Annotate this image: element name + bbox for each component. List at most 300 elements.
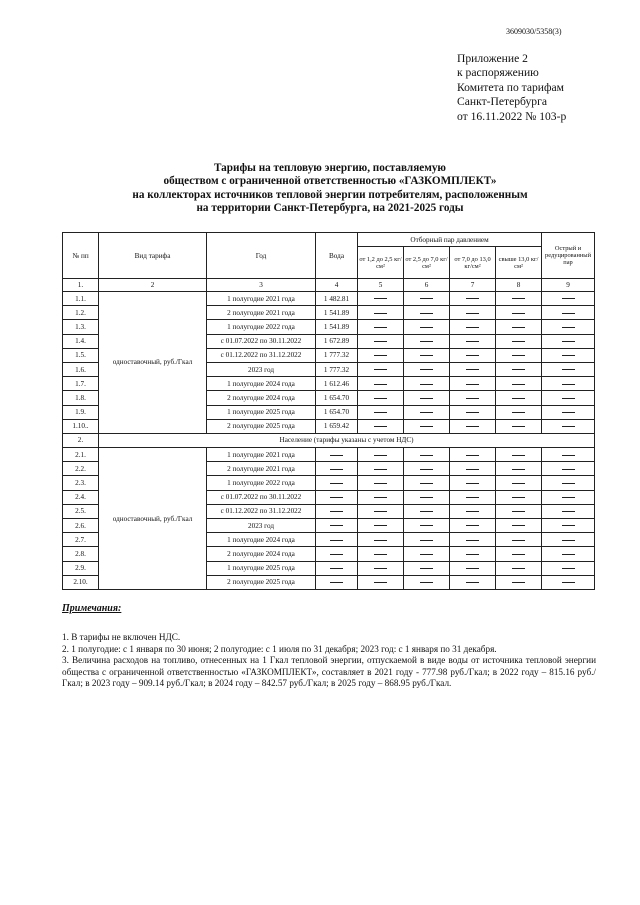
empty-value-cell (316, 490, 358, 504)
col-number: 5 (358, 279, 404, 292)
dash-mark (466, 298, 479, 299)
empty-value-cell (404, 320, 450, 334)
empty-value-cell (450, 334, 496, 348)
dash-mark (512, 455, 525, 456)
dash-mark (330, 554, 343, 555)
empty-value-cell (404, 292, 450, 306)
period-cell: 1 полугодие 2022 года (207, 476, 316, 490)
annex-line: к распоряжению (457, 66, 539, 80)
period-cell: 2 полугодие 2021 года (207, 306, 316, 320)
dash-mark (420, 412, 433, 413)
empty-value-cell (496, 547, 542, 561)
dash-mark (374, 511, 387, 512)
dash-mark (420, 455, 433, 456)
dash-mark (420, 398, 433, 399)
dash-mark (466, 568, 479, 569)
empty-value-cell (404, 547, 450, 561)
empty-value-cell (404, 334, 450, 348)
empty-value-cell (316, 533, 358, 547)
empty-value-cell (358, 490, 404, 504)
dash-mark (374, 540, 387, 541)
header-steam-col: от 2,5 до 7,0 кг/см² (404, 247, 450, 279)
empty-value-cell (358, 419, 404, 433)
empty-value-cell (316, 448, 358, 462)
header-type: Вид тарифа (99, 233, 207, 279)
empty-value-cell (358, 448, 404, 462)
empty-value-cell (542, 575, 595, 589)
empty-value-cell (358, 320, 404, 334)
period-cell: 2 полугодие 2024 года (207, 391, 316, 405)
dash-mark (562, 497, 575, 498)
empty-value-cell (496, 320, 542, 334)
empty-value-cell (496, 519, 542, 533)
empty-value-cell (450, 504, 496, 518)
water-value: 1 672.89 (316, 334, 358, 348)
empty-value-cell (404, 306, 450, 320)
empty-value-cell (358, 362, 404, 376)
dash-mark (330, 483, 343, 484)
dash-mark (330, 469, 343, 470)
empty-value-cell (496, 292, 542, 306)
water-value: 1 654.70 (316, 405, 358, 419)
empty-value-cell (404, 519, 450, 533)
empty-value-cell (450, 476, 496, 490)
dash-mark (562, 582, 575, 583)
empty-value-cell (316, 462, 358, 476)
period-cell: 1 полугодие 2024 года (207, 377, 316, 391)
empty-value-cell (542, 561, 595, 575)
dash-mark (374, 554, 387, 555)
row-number: 1.2. (63, 306, 99, 320)
empty-value-cell (496, 306, 542, 320)
period-cell: 1 полугодие 2025 года (207, 405, 316, 419)
period-cell: 2 полугодие 2025 года (207, 419, 316, 433)
period-cell: 1 полугодие 2025 года (207, 561, 316, 575)
annex-line: Приложение 2 (457, 52, 528, 65)
annex-line: Санкт-Петербурга (457, 95, 547, 109)
dash-mark (562, 540, 575, 541)
dash-mark (420, 426, 433, 427)
annex-block (457, 52, 566, 124)
period-cell: с 01.12.2022 по 31.12.2022 (207, 504, 316, 518)
dash-mark (562, 369, 575, 370)
dash-mark (562, 525, 575, 526)
empty-value-cell (496, 391, 542, 405)
empty-value-cell (542, 490, 595, 504)
empty-value-cell (450, 533, 496, 547)
empty-value-cell (496, 334, 542, 348)
dash-mark (420, 341, 433, 342)
dash-mark (512, 412, 525, 413)
empty-value-cell (542, 320, 595, 334)
empty-value-cell (542, 362, 595, 376)
empty-value-cell (496, 448, 542, 462)
empty-value-cell (496, 462, 542, 476)
dash-mark (512, 525, 525, 526)
annex-line: Комитета по тарифам (457, 80, 564, 94)
empty-value-cell (316, 519, 358, 533)
empty-value-cell (358, 504, 404, 518)
period-cell: 2 полугодие 2025 года (207, 575, 316, 589)
period-cell: 2 полугодие 2021 года (207, 462, 316, 476)
dash-mark (512, 398, 525, 399)
period-cell: с 01.07.2022 по 30.11.2022 (207, 334, 316, 348)
empty-value-cell (358, 519, 404, 533)
empty-value-cell (358, 575, 404, 589)
empty-value-cell (358, 377, 404, 391)
dash-mark (374, 355, 387, 356)
row-number: 2.5. (63, 504, 99, 518)
dash-mark (420, 497, 433, 498)
empty-value-cell (496, 476, 542, 490)
dash-mark (374, 313, 387, 314)
dash-mark (562, 341, 575, 342)
dash-mark (512, 327, 525, 328)
title-line: на территории Санкт-Петербурга, на 2021-2025 годы (196, 202, 464, 215)
dash-mark (374, 582, 387, 583)
dash-mark (512, 313, 525, 314)
empty-value-cell (542, 419, 595, 433)
water-value: 1 777.32 (316, 362, 358, 376)
empty-value-cell (450, 490, 496, 504)
empty-value-cell (316, 561, 358, 575)
dash-mark (562, 511, 575, 512)
dash-mark (512, 469, 525, 470)
dash-mark (562, 355, 575, 356)
empty-value-cell (450, 292, 496, 306)
dash-mark (420, 313, 433, 314)
empty-value-cell (316, 575, 358, 589)
row-number: 2.10. (63, 575, 99, 589)
dash-mark (562, 298, 575, 299)
empty-value-cell (450, 320, 496, 334)
row-number: 1.4. (63, 334, 99, 348)
empty-value-cell (404, 504, 450, 518)
title-line: обществом с ограниченной ответственностью «ГАЗКОМПЛЕКТ» (163, 175, 497, 188)
empty-value-cell (316, 504, 358, 518)
table-row (63, 292, 595, 306)
note-item: 3. Величина расходов на топливо, отнесенных на 1 Гкал тепловой энергии, отпускаемой в виде воды от источника тепловой энергии общества с ограниченной ответственностью «ГАЗКОМПЛЕКТ», составляет в 2021 году - 777.98 руб./Гкал; в 2022 году – 815.16 руб./Гкал; в 2023 году – 909.14 руб./Гкал; в 2024 году – 842.57 руб./Гкал; в 2025 году – 868.95 руб./Гкал. (62, 655, 596, 689)
empty-value-cell (450, 575, 496, 589)
row-number: 1.8. (63, 391, 99, 405)
dash-mark (512, 483, 525, 484)
period-cell: 1 полугодие 2022 года (207, 320, 316, 334)
row-number: 2.1. (63, 448, 99, 462)
empty-value-cell (450, 561, 496, 575)
empty-value-cell (542, 547, 595, 561)
notes-title: Примечания: (62, 603, 122, 614)
row-number: 1.1. (63, 292, 99, 306)
dash-mark (420, 369, 433, 370)
period-cell: 2 полугодие 2024 года (207, 547, 316, 561)
document-number: 3609030/5358(3) (506, 27, 562, 36)
empty-value-cell (358, 476, 404, 490)
dash-mark (562, 384, 575, 385)
empty-value-cell (316, 476, 358, 490)
title-line: Тарифы на тепловую энергию, поставляемую (214, 162, 446, 174)
dash-mark (420, 355, 433, 356)
note-item: 1. В тарифы не включен НДС. (62, 632, 181, 642)
empty-value-cell (542, 391, 595, 405)
empty-value-cell (542, 448, 595, 462)
empty-value-cell (358, 405, 404, 419)
annex-line: от 16.11.2022 № 103-р (457, 109, 567, 123)
dash-mark (330, 582, 343, 583)
dash-mark (512, 298, 525, 299)
row-number: 2.6. (63, 519, 99, 533)
row-number: 2.3. (63, 476, 99, 490)
dash-mark (330, 455, 343, 456)
empty-value-cell (358, 547, 404, 561)
dash-mark (562, 313, 575, 314)
notes-block (62, 632, 596, 690)
row-number: 2.8. (63, 547, 99, 561)
row-number: 2.4. (63, 490, 99, 504)
empty-value-cell (450, 547, 496, 561)
row-number: 2.2. (63, 462, 99, 476)
empty-value-cell (542, 504, 595, 518)
empty-value-cell (404, 490, 450, 504)
dash-mark (466, 483, 479, 484)
dash-mark (420, 540, 433, 541)
period-cell: 1 полугодие 2021 года (207, 448, 316, 462)
dash-mark (330, 540, 343, 541)
dash-mark (466, 455, 479, 456)
empty-value-cell (404, 348, 450, 362)
header-steam-col: свыше 13,0 кг/см² (496, 247, 542, 279)
col-number: 8 (496, 279, 542, 292)
dash-mark (420, 525, 433, 526)
empty-value-cell (404, 362, 450, 376)
table-row (63, 448, 595, 462)
empty-value-cell (496, 348, 542, 362)
dash-mark (420, 554, 433, 555)
dash-mark (466, 540, 479, 541)
row-number: 1.7. (63, 377, 99, 391)
dash-mark (420, 483, 433, 484)
period-cell: 1 полугодие 2024 года (207, 533, 316, 547)
row-number: 1.9. (63, 405, 99, 419)
dash-mark (466, 511, 479, 512)
dash-mark (466, 355, 479, 356)
row-number: 1.6. (63, 362, 99, 376)
header-num: № пп (63, 233, 99, 279)
col-number: 9 (542, 279, 595, 292)
section-row (63, 433, 595, 447)
row-number: 2.7. (63, 533, 99, 547)
dash-mark (512, 426, 525, 427)
dash-mark (466, 582, 479, 583)
water-value: 1 659.42 (316, 419, 358, 433)
period-cell: 2023 год (207, 519, 316, 533)
empty-value-cell (496, 490, 542, 504)
dash-mark (466, 525, 479, 526)
dash-mark (512, 497, 525, 498)
dash-mark (562, 398, 575, 399)
dash-mark (374, 298, 387, 299)
note-item: 2. 1 полугодие: с 1 января по 30 июня; 2 полугодие: с 1 июля по 31 декабря; 2023 год: с 1 января по 31 декабря. (62, 643, 497, 654)
row-number: 1.3. (63, 320, 99, 334)
empty-value-cell (450, 448, 496, 462)
period-cell: с 01.12.2022 по 31.12.2022 (207, 348, 316, 362)
empty-value-cell (496, 561, 542, 575)
dash-mark (562, 327, 575, 328)
tariff-type-cell: одноставочный, руб./Гкал (99, 292, 207, 434)
col-number: 2 (99, 279, 207, 292)
period-cell: с 01.07.2022 по 30.11.2022 (207, 490, 316, 504)
empty-value-cell (542, 348, 595, 362)
header-steam-col: от 1,2 до 2,5 кг/см² (358, 247, 404, 279)
dash-mark (420, 568, 433, 569)
dash-mark (330, 525, 343, 526)
dash-mark (562, 554, 575, 555)
dash-mark (466, 426, 479, 427)
header-water: Вода (316, 233, 358, 279)
empty-value-cell (450, 306, 496, 320)
water-value: 1 541.89 (316, 306, 358, 320)
empty-value-cell (450, 377, 496, 391)
empty-value-cell (358, 533, 404, 547)
dash-mark (374, 455, 387, 456)
empty-value-cell (404, 476, 450, 490)
section-label: Население (тарифы указаны с учетом НДС) (99, 433, 595, 447)
dash-mark (466, 412, 479, 413)
dash-mark (420, 327, 433, 328)
title-line: на коллекторах источников тепловой энергии потребителям, расположенным (132, 188, 528, 201)
period-cell: 1 полугодие 2021 года (207, 292, 316, 306)
row-number: 1.5. (63, 348, 99, 362)
empty-value-cell (404, 533, 450, 547)
section-number: 2. (63, 433, 99, 447)
empty-value-cell (542, 306, 595, 320)
dash-mark (420, 469, 433, 470)
dash-mark (374, 568, 387, 569)
empty-value-cell (358, 348, 404, 362)
col-number: 4 (316, 279, 358, 292)
empty-value-cell (450, 462, 496, 476)
empty-value-cell (404, 377, 450, 391)
empty-value-cell (542, 292, 595, 306)
empty-value-cell (450, 419, 496, 433)
dash-mark (420, 582, 433, 583)
dash-mark (512, 341, 525, 342)
dash-mark (330, 497, 343, 498)
empty-value-cell (358, 334, 404, 348)
row-number: 2.9. (63, 561, 99, 575)
dash-mark (562, 568, 575, 569)
dash-mark (374, 426, 387, 427)
dash-mark (374, 483, 387, 484)
empty-value-cell (404, 575, 450, 589)
header-steam-col: от 7,0 до 13,0 кг/см² (450, 247, 496, 279)
dash-mark (374, 469, 387, 470)
dash-mark (512, 582, 525, 583)
header-steam-group: Отборный пар давлением (358, 233, 542, 247)
empty-value-cell (450, 348, 496, 362)
col-number: 3 (207, 279, 316, 292)
empty-value-cell (450, 391, 496, 405)
dash-mark (562, 426, 575, 427)
empty-value-cell (542, 334, 595, 348)
dash-mark (374, 525, 387, 526)
empty-value-cell (358, 561, 404, 575)
empty-value-cell (450, 519, 496, 533)
dash-mark (420, 384, 433, 385)
dash-mark (374, 497, 387, 498)
empty-value-cell (316, 547, 358, 561)
empty-value-cell (358, 306, 404, 320)
empty-value-cell (542, 519, 595, 533)
dash-mark (374, 369, 387, 370)
water-value: 1 482.81 (316, 292, 358, 306)
empty-value-cell (496, 377, 542, 391)
dash-mark (512, 554, 525, 555)
empty-value-cell (358, 391, 404, 405)
dash-mark (420, 298, 433, 299)
col-number: 6 (404, 279, 450, 292)
period-cell: 2023 год (207, 362, 316, 376)
empty-value-cell (542, 533, 595, 547)
empty-value-cell (404, 448, 450, 462)
header-sharp-steam: Острый и редуцированный пар (542, 233, 595, 279)
dash-mark (330, 511, 343, 512)
dash-mark (330, 568, 343, 569)
empty-value-cell (542, 377, 595, 391)
tariff-type-cell: одноставочный, руб./Гкал (99, 448, 207, 590)
empty-value-cell (404, 391, 450, 405)
empty-value-cell (358, 462, 404, 476)
dash-mark (466, 469, 479, 470)
dash-mark (512, 568, 525, 569)
dash-mark (512, 511, 525, 512)
dash-mark (466, 554, 479, 555)
empty-value-cell (404, 561, 450, 575)
empty-value-cell (404, 462, 450, 476)
dash-mark (466, 398, 479, 399)
empty-value-cell (542, 476, 595, 490)
water-value: 1 777.32 (316, 348, 358, 362)
empty-value-cell (542, 405, 595, 419)
row-number: 1.10.. (63, 419, 99, 433)
dash-mark (562, 455, 575, 456)
dash-mark (512, 355, 525, 356)
dash-mark (466, 313, 479, 314)
dash-mark (374, 412, 387, 413)
water-value: 1 654.70 (316, 391, 358, 405)
empty-value-cell (450, 362, 496, 376)
empty-value-cell (496, 575, 542, 589)
dash-mark (512, 384, 525, 385)
dash-mark (374, 384, 387, 385)
dash-mark (562, 469, 575, 470)
dash-mark (562, 483, 575, 484)
document-title (40, 162, 620, 216)
water-value: 1 541.89 (316, 320, 358, 334)
empty-value-cell (496, 419, 542, 433)
empty-value-cell (496, 405, 542, 419)
water-value: 1 612.46 (316, 377, 358, 391)
dash-mark (374, 341, 387, 342)
dash-mark (374, 398, 387, 399)
dash-mark (466, 497, 479, 498)
dash-mark (420, 511, 433, 512)
dash-mark (512, 369, 525, 370)
empty-value-cell (404, 419, 450, 433)
dash-mark (466, 327, 479, 328)
dash-mark (374, 327, 387, 328)
empty-value-cell (404, 405, 450, 419)
dash-mark (562, 412, 575, 413)
